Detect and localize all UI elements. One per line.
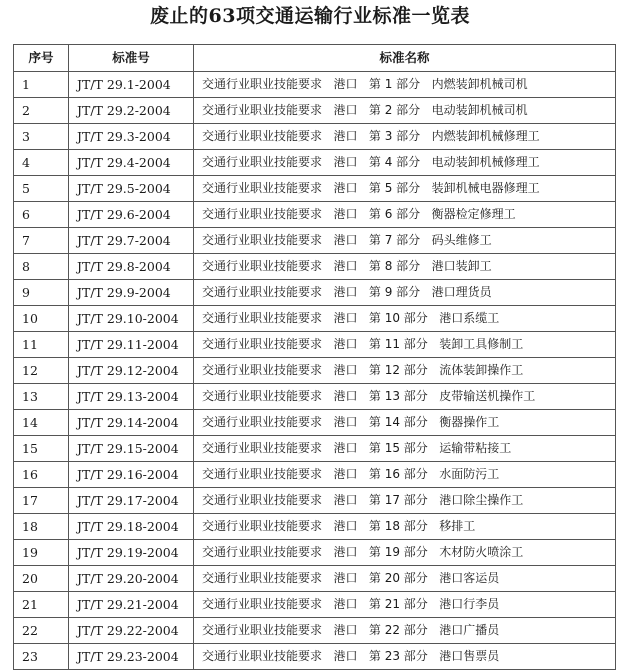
table-row xyxy=(14,462,616,488)
row-standard-name-cell: 交通行业职业技能要求 港口 第 10 部分 港口系缆工 xyxy=(194,306,616,332)
row-standard-name-cell: 交通行业职业技能要求 港口 第 4 部分 电动装卸机械修理工 xyxy=(194,150,616,176)
row-standard-code-cell: JT/T 29.9-2004 xyxy=(69,280,194,306)
row-serial-cell: 23 xyxy=(14,644,69,670)
row-serial-cell: 7 xyxy=(14,228,69,254)
table-row xyxy=(14,540,616,566)
row-serial-cell: 13 xyxy=(14,384,69,410)
row-standard-code-cell: JT/T 29.10-2004 xyxy=(69,306,194,332)
row-standard-code-cell: JT/T 29.6-2004 xyxy=(69,202,194,228)
row-standard-name-cell: 交通行业职业技能要求 港口 第 5 部分 装卸机械电器修理工 xyxy=(194,176,616,202)
row-standard-code-cell: JT/T 29.7-2004 xyxy=(69,228,194,254)
table-row xyxy=(14,202,616,228)
row-standard-name-cell: 交通行业职业技能要求 港口 第 19 部分 木材防火喷涂工 xyxy=(194,540,616,566)
row-standard-name-cell: 交通行业职业技能要求 港口 第 18 部分 移排工 xyxy=(194,514,616,540)
row-standard-code-cell: JT/T 29.2-2004 xyxy=(69,98,194,124)
row-standard-name-cell: 交通行业职业技能要求 港口 第 7 部分 码头维修工 xyxy=(194,228,616,254)
row-serial-cell: 12 xyxy=(14,358,69,384)
table-row xyxy=(14,280,616,306)
row-standard-code-cell: JT/T 29.16-2004 xyxy=(69,462,194,488)
row-standard-name-cell: 交通行业职业技能要求 港口 第 2 部分 电动装卸机械司机 xyxy=(194,98,616,124)
row-standard-code-cell: JT/T 29.1-2004 xyxy=(69,72,194,98)
table-row xyxy=(14,176,616,202)
table-row xyxy=(14,228,616,254)
row-standard-name-cell: 交通行业职业技能要求 港口 第 3 部分 内燃装卸机械修理工 xyxy=(194,124,616,150)
header-serial: 序号 xyxy=(14,45,69,72)
row-serial-cell: 9 xyxy=(14,280,69,306)
row-serial-cell: 6 xyxy=(14,202,69,228)
row-serial-cell: 19 xyxy=(14,540,69,566)
row-serial-cell: 20 xyxy=(14,566,69,592)
row-serial-cell: 21 xyxy=(14,592,69,618)
row-standard-code-cell: JT/T 29.19-2004 xyxy=(69,540,194,566)
table-row xyxy=(14,410,616,436)
row-serial-cell: 2 xyxy=(14,98,69,124)
row-standard-name-cell: 交通行业职业技能要求 港口 第 23 部分 港口售票员 xyxy=(194,644,616,670)
table-row xyxy=(14,332,616,358)
row-standard-code-cell: JT/T 29.5-2004 xyxy=(69,176,194,202)
header-standard-name: 标准名称 xyxy=(194,45,616,72)
row-standard-name-cell: 交通行业职业技能要求 港口 第 20 部分 港口客运员 xyxy=(194,566,616,592)
table-row xyxy=(14,150,616,176)
row-standard-code-cell: JT/T 29.13-2004 xyxy=(69,384,194,410)
row-serial-cell: 1 xyxy=(14,72,69,98)
row-serial-cell: 10 xyxy=(14,306,69,332)
table-row xyxy=(14,254,616,280)
table-row xyxy=(14,98,616,124)
row-standard-code-cell: JT/T 29.17-2004 xyxy=(69,488,194,514)
row-standard-name-cell: 交通行业职业技能要求 港口 第 9 部分 港口理货员 xyxy=(194,280,616,306)
row-standard-name-cell: 交通行业职业技能要求 港口 第 12 部分 流体装卸操作工 xyxy=(194,358,616,384)
table-row xyxy=(14,436,616,462)
row-standard-code-cell: JT/T 29.22-2004 xyxy=(69,618,194,644)
row-standard-code-cell: JT/T 29.20-2004 xyxy=(69,566,194,592)
table-row xyxy=(14,514,616,540)
row-standard-code-cell: JT/T 29.11-2004 xyxy=(69,332,194,358)
row-standard-name-cell: 交通行业职业技能要求 港口 第 8 部分 港口装卸工 xyxy=(194,254,616,280)
row-standard-name-cell: 交通行业职业技能要求 港口 第 16 部分 水面防污工 xyxy=(194,462,616,488)
header-standard-code: 标准号 xyxy=(69,45,194,72)
row-standard-name-cell: 交通行业职业技能要求 港口 第 22 部分 港口广播员 xyxy=(194,618,616,644)
table-row xyxy=(14,358,616,384)
row-serial-cell: 4 xyxy=(14,150,69,176)
row-standard-code-cell: JT/T 29.15-2004 xyxy=(69,436,194,462)
row-serial-cell: 15 xyxy=(14,436,69,462)
row-serial-cell: 14 xyxy=(14,410,69,436)
row-serial-cell: 22 xyxy=(14,618,69,644)
page-title: 废止的63项交通运输行业标准一览表 xyxy=(150,5,470,27)
row-standard-name-cell: 交通行业职业技能要求 港口 第 1 部分 内燃装卸机械司机 xyxy=(194,72,616,98)
standards-table xyxy=(13,44,616,670)
row-serial-cell: 11 xyxy=(14,332,69,358)
table-row xyxy=(14,72,616,98)
row-serial-cell: 3 xyxy=(14,124,69,150)
row-serial-cell: 5 xyxy=(14,176,69,202)
row-standard-name-cell: 交通行业职业技能要求 港口 第 21 部分 港口行李员 xyxy=(194,592,616,618)
table-row xyxy=(14,566,616,592)
row-standard-code-cell: JT/T 29.4-2004 xyxy=(69,150,194,176)
table-row xyxy=(14,124,616,150)
row-standard-name-cell: 交通行业职业技能要求 港口 第 6 部分 衡器检定修理工 xyxy=(194,202,616,228)
row-standard-name-cell: 交通行业职业技能要求 港口 第 13 部分 皮带输送机操作工 xyxy=(194,384,616,410)
table-header-row xyxy=(14,45,616,72)
row-standard-name-cell: 交通行业职业技能要求 港口 第 15 部分 运输带粘接工 xyxy=(194,436,616,462)
row-standard-name-cell: 交通行业职业技能要求 港口 第 17 部分 港口除尘操作工 xyxy=(194,488,616,514)
row-standard-code-cell: JT/T 29.21-2004 xyxy=(69,592,194,618)
table-row xyxy=(14,618,616,644)
row-serial-cell: 16 xyxy=(14,462,69,488)
row-standard-code-cell: JT/T 29.3-2004 xyxy=(69,124,194,150)
row-serial-cell: 18 xyxy=(14,514,69,540)
row-standard-code-cell: JT/T 29.14-2004 xyxy=(69,410,194,436)
table-row xyxy=(14,306,616,332)
table-row xyxy=(14,592,616,618)
row-standard-name-cell: 交通行业职业技能要求 港口 第 14 部分 衡器操作工 xyxy=(194,410,616,436)
row-standard-code-cell: JT/T 29.18-2004 xyxy=(69,514,194,540)
table-row xyxy=(14,384,616,410)
row-serial-cell: 8 xyxy=(14,254,69,280)
table-row xyxy=(14,644,616,670)
row-standard-code-cell: JT/T 29.23-2004 xyxy=(69,644,194,670)
row-standard-code-cell: JT/T 29.8-2004 xyxy=(69,254,194,280)
row-standard-name-cell: 交通行业职业技能要求 港口 第 11 部分 装卸工具修制工 xyxy=(194,332,616,358)
row-serial-cell: 17 xyxy=(14,488,69,514)
table-row xyxy=(14,488,616,514)
row-standard-code-cell: JT/T 29.12-2004 xyxy=(69,358,194,384)
